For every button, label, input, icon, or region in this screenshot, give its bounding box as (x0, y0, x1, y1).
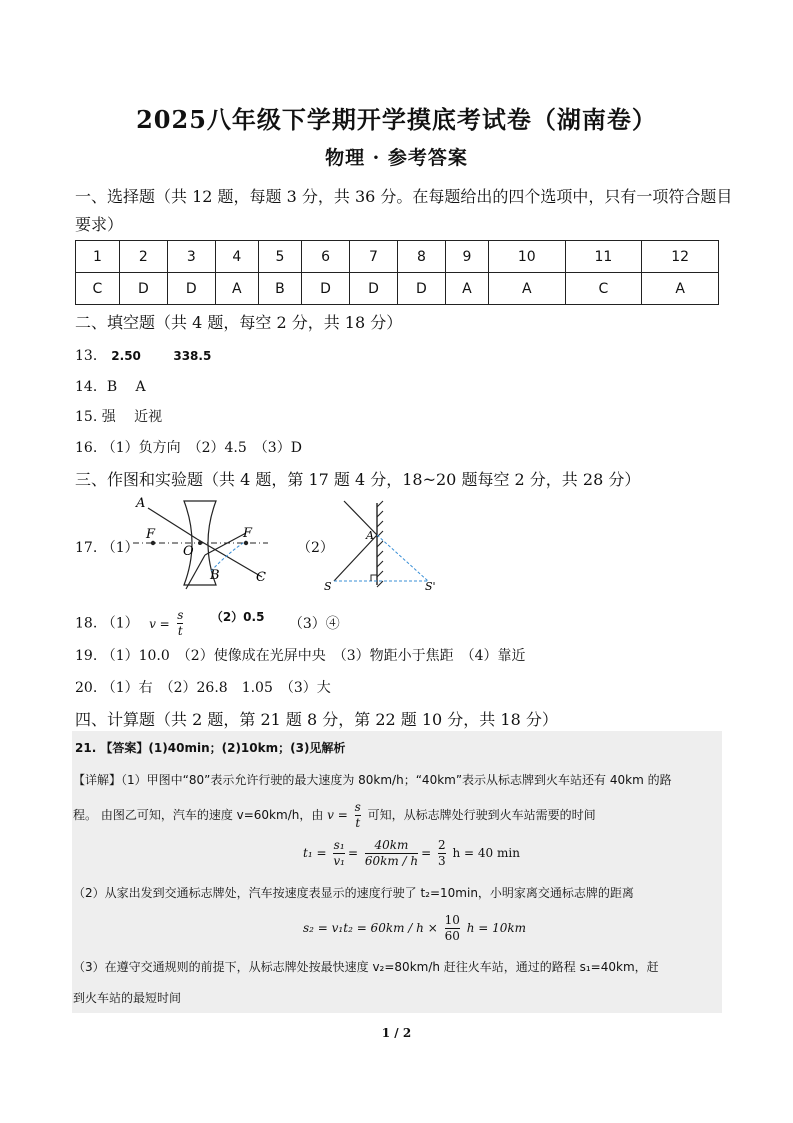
table-cell: C (565, 273, 642, 305)
refracted-ray-top (197, 539, 262, 577)
fraction-numerator: s₁ (333, 838, 345, 852)
label-b: B (210, 568, 220, 583)
fraction-denominator: t (355, 816, 361, 830)
fraction-denominator: 3 (438, 854, 446, 868)
q13-answer-a: 2.50 (111, 349, 141, 363)
velocity-formula: v = $\frac{s}{t}$ (327, 800, 361, 830)
refracted-ray-bottom (205, 533, 246, 555)
fraction (365, 838, 418, 869)
label-f-right: F (243, 526, 253, 541)
formula-distance (303, 913, 526, 944)
q14: 14．B A (75, 379, 146, 395)
table-cell: A (488, 273, 565, 305)
table-cell: 4 (215, 241, 258, 273)
fraction (438, 838, 446, 869)
answer-table-answer-row (76, 273, 719, 305)
q17-part2-label: （2） (297, 540, 334, 556)
fraction-numerator: s (177, 608, 184, 622)
formula-time: t₁ = $\frac{\text{s₁}}{\text{v₁}}$ = $\frac{40km}{60km / h}$ = $\frac{2}{3}$ h = 40 min (303, 838, 520, 868)
q21-detail-line1: 【详解】（1）甲图中“80”表示允许行驶的最大速度为 80km/h；“40km”表示从标志牌到火车站还有 40km 的路 (73, 773, 672, 787)
section1-heading: 一、选择题（共 12 题，每题 3 分，共 36 分。在每题给出的四个选项中，只有一项符合题目 (75, 187, 733, 206)
label-c: C (256, 570, 266, 585)
fraction-numerator: 10 (444, 913, 460, 927)
table-cell: D (397, 273, 445, 305)
q18-part3: （3）④ (288, 615, 340, 632)
table-cell: A (215, 273, 258, 305)
label-s-prime: S' (425, 580, 436, 593)
q13-number: 13． (75, 348, 107, 364)
plane-mirror-diagram (320, 493, 440, 593)
table-cell: 2 (119, 241, 167, 273)
concave-lens-diagram (128, 493, 278, 593)
incident-ray-top (148, 508, 197, 539)
right-angle-mark (371, 575, 377, 581)
q13-answer-b: 338.5 (173, 349, 212, 363)
virtual-ray (377, 535, 428, 581)
q18-part2: （2）0.5 (210, 609, 265, 624)
fraction-denominator: 60km / h (364, 854, 419, 868)
table-cell: 3 (167, 241, 215, 273)
page-subtitle: 物理 · 参考答案 (325, 147, 468, 169)
q20: 20. （1）右 （2）26.8 1.05 （3）大 (75, 680, 331, 696)
formula-lhs: s₂ = v₁t₂ = 60km / h × (303, 921, 438, 935)
q13 (75, 345, 211, 365)
extension-line (211, 541, 246, 571)
q18 (75, 608, 340, 639)
fraction-denominator: t (177, 624, 183, 638)
answer-table (75, 240, 719, 305)
table-cell: 7 (350, 241, 398, 273)
q18-label: 18. （1） (75, 615, 139, 632)
q16: 16. （1）负方向 （2）4.5 （3）D (75, 440, 302, 456)
mirror-hatching (377, 501, 383, 587)
fraction-denominator: 60 (444, 929, 460, 943)
table-cell: 1 (76, 241, 120, 273)
table-cell: A (445, 273, 488, 305)
table-cell: C (76, 273, 120, 305)
table-cell: 11 (565, 241, 642, 273)
page-number: 1 / 2 (381, 1026, 412, 1040)
q21-answer: 21. 【答案】(1)40min；(2)10km；(3)见解析 (75, 741, 346, 755)
fraction-numerator: s (354, 800, 361, 814)
q19: 19. （1）10.0 （2）使像成在光屏中央 （3）物距小于焦距 （4）靠近 (75, 648, 526, 664)
fraction-numerator: 40km (365, 838, 418, 854)
section1-heading-cont: 要求） (75, 215, 124, 234)
formula-lhs: t₁ = (303, 846, 327, 860)
formula-tail: h = 10km (466, 921, 527, 935)
q18-formula-lhs: v = (149, 616, 170, 631)
table-cell: 9 (445, 241, 488, 273)
answer-table-number-row (76, 241, 719, 273)
q21-part2: （2）从家出发到交通标志牌处，汽车按速度表显示的速度行驶了 t₂=10min，小明家离交通标志牌的距离 (73, 886, 634, 900)
detail-text-b: 可知，从标志牌处行驶到火车站需要的时间 (367, 808, 596, 822)
q21-part3-line1: （3）在遵守交通规则的前提下，从标志牌处按最快速度 v₂=80km/h 赶往火车站，通过的路程 s₁=40km，赶 (73, 960, 659, 974)
q21-part3-line2: 到火车站的最短时间 (73, 991, 182, 1005)
q15: 15. 强 近视 (75, 409, 163, 425)
q21-detail-line2 (73, 800, 596, 831)
label-a: A (136, 496, 146, 511)
fraction (445, 913, 460, 944)
label-s: S (324, 580, 332, 593)
label-o: O (183, 544, 194, 559)
section3-heading: 三、作图和实验题（共 4 题，第 17 题 4 分，18~20 题每空 2 分，共 28 分） (75, 470, 641, 489)
focus-point-right (244, 541, 248, 545)
q18-fraction (177, 608, 183, 639)
incident-ray-bottom (186, 555, 205, 589)
table-cell: A (642, 273, 719, 305)
detail-text-a: 程。 由图乙可知，汽车的速度 v=60km/h，由 (73, 808, 324, 822)
table-cell: D (167, 273, 215, 305)
fraction-numerator: 2 (438, 838, 446, 852)
table-cell: 10 (488, 241, 565, 273)
velocity-fraction (355, 800, 361, 831)
table-cell: 6 (302, 241, 350, 273)
label-f-left: F (146, 527, 156, 542)
table-cell: D (350, 273, 398, 305)
section4-heading: 四、计算题（共 2 题，第 21 题 8 分，第 22 题 10 分，共 18 分） (75, 710, 558, 729)
table-cell: D (302, 273, 350, 305)
formula-tail: h = 40 min (452, 846, 520, 860)
table-cell: 5 (258, 241, 301, 273)
table-cell: B (258, 273, 301, 305)
section2-heading: 二、填空题（共 4 题，每空 2 分，共 18 分） (75, 313, 403, 332)
optical-center (198, 541, 202, 545)
table-cell: 12 (642, 241, 719, 273)
page-title: 2025八年级下学期开学摸底考试卷（湖南卷） (136, 105, 657, 134)
q17-label: 17. （1） (75, 540, 139, 556)
table-cell: D (119, 273, 167, 305)
table-cell: 8 (397, 241, 445, 273)
label-a2: A (366, 529, 374, 542)
fraction (333, 838, 345, 869)
fraction-denominator: v₁ (333, 854, 345, 868)
